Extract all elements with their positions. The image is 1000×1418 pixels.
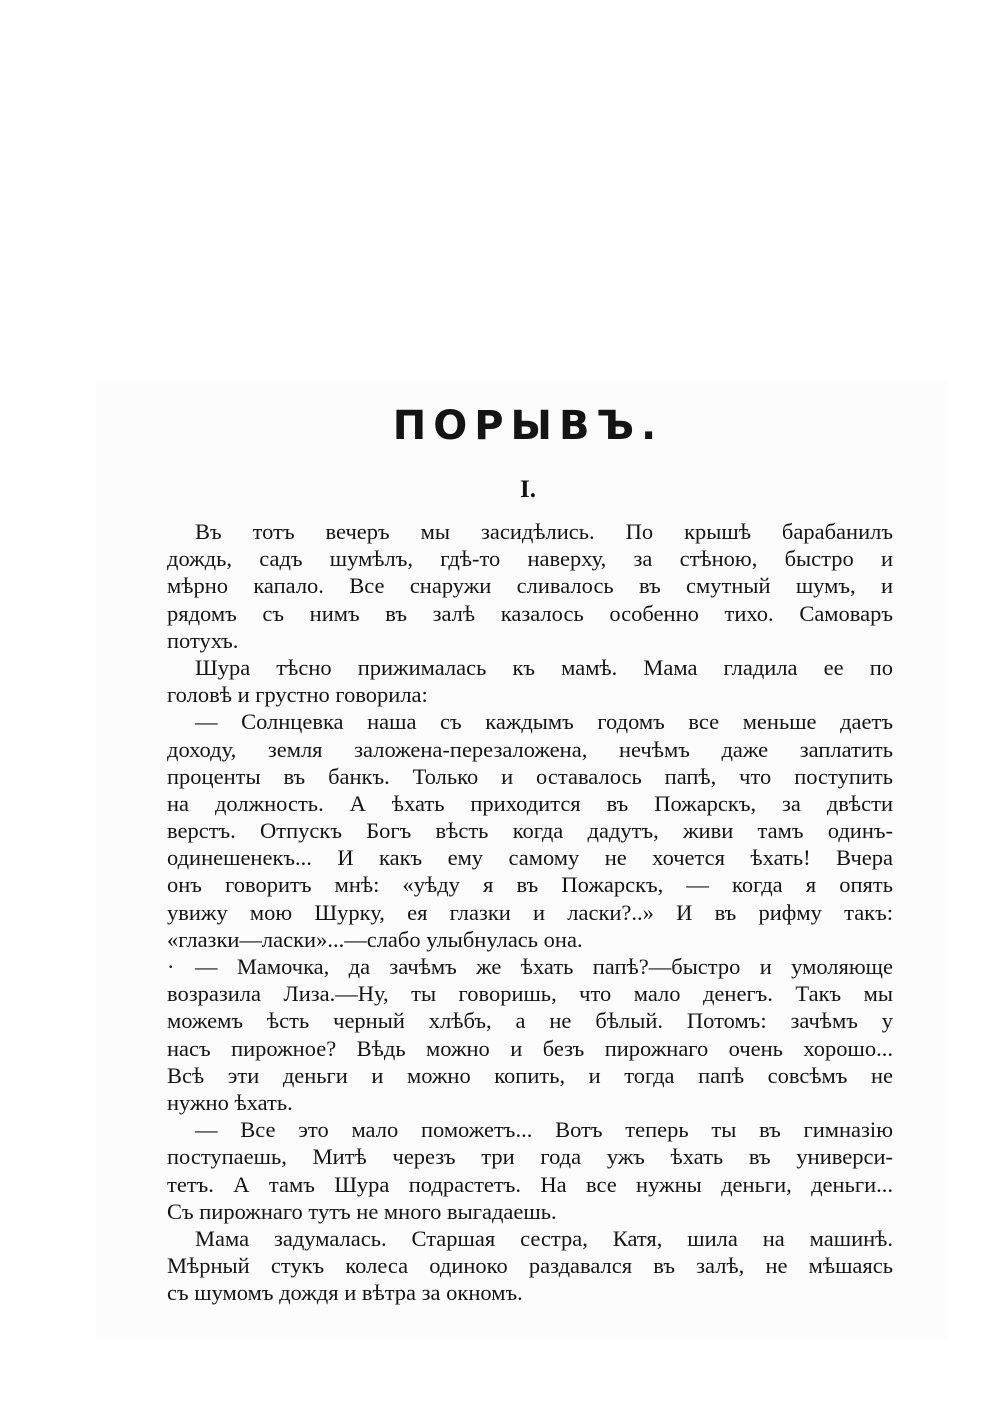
text-line: поступаешь, Митѣ черезъ три года ужъ ѣхать въ универси- <box>167 1144 893 1170</box>
text-line: головѣ и грустно говорила: <box>167 682 428 708</box>
text-line: Въ тотъ вечеръ мы засидѣлись. По крышѣ барабанилъ <box>195 519 893 544</box>
text-line: мѣрно капало. Все снаружи сливалось въ смутный шумъ, и <box>167 573 893 599</box>
text-line: онъ говоритъ мнѣ: «уѣду я въ Пожарскъ, — когда я опять <box>167 872 893 898</box>
text-line: можемъ ѣсть черный хлѣбъ, а не бѣлый. Потомъ: зачѣмъ у <box>167 1008 893 1034</box>
text-line: рядомъ съ нимъ въ залѣ казалось особенно тихо. Самоваръ <box>167 600 893 626</box>
text-line: Съ пирожнаго тутъ не много выгадаешь. <box>167 1198 557 1224</box>
text-line: — Солнцевка наша съ каждымъ годомъ все меньше даетъ <box>195 709 893 735</box>
story-title: ПОРЫВЪ. <box>392 403 664 449</box>
text-line: «глазки—ласки»...—слабо улыбнулась она. <box>167 926 583 952</box>
text-line: тетъ. А тамъ Шура подрастетъ. На все нужны деньги, деньги... <box>167 1171 893 1197</box>
text-line-content: — Мамочка, да зачѣмъ же ѣхать папѣ?—быстро и умоляюще <box>195 954 893 979</box>
text-line: Всѣ эти деньги и можно копить, и тогда папѣ совсѣмъ не <box>167 1062 893 1088</box>
text-line: нужно ѣхать. <box>167 1089 293 1115</box>
text-line: дождь, садъ шумѣлъ, гдѣ-то наверху, за стѣною, быстро и <box>167 546 893 572</box>
text-line: верстъ. Отпускъ Богъ вѣсть когда дадутъ, живи тамъ одинъ- <box>167 818 893 844</box>
text-line: на должность. А ѣхать приходится въ Пожарскъ, за двѣсти <box>167 790 893 816</box>
text-line: насъ пирожное? Вѣдь можно и безъ пирожнаго очень хорошо... <box>167 1035 893 1061</box>
text-line: Мама задумалась. Старшая сестра, Катя, шила на машинѣ. <box>195 1225 893 1251</box>
text-line: Шура тѣсно прижималась къ мамѣ. Мама гладила ее по <box>195 654 893 680</box>
text-line: Мѣрный стукъ колеса одиноко раздавался въ залѣ, не мѣшаясь <box>167 1253 893 1279</box>
story-text <box>167 518 893 1306</box>
chapter-number: I. <box>520 476 536 503</box>
text-line: потухъ. <box>167 627 239 653</box>
text-line: доходу, земля заложена-перезаложена, нечѣмъ даже заплатить <box>167 736 893 762</box>
text-line <box>167 953 893 980</box>
text-line: съ шумомъ дождя и вѣтра за окномъ. <box>167 1280 523 1306</box>
text-line: увижу мою Шурку, ея глазки и ласки?..» И въ рифму такъ: <box>167 899 893 925</box>
text-line: одинешенекъ... И какъ ему самому не хочется ѣхать! Вчера <box>167 845 893 871</box>
margin-mark: · <box>167 954 175 979</box>
text-line: проценты въ банкъ. Только и оставалось папѣ, что поступить <box>167 763 893 789</box>
text-line: возразила Лиза.—Ну, ты говоришь, что мало денегъ. Такъ мы <box>167 981 893 1007</box>
text-line: — Все это мало поможетъ... Вотъ теперь ты въ гимназію <box>195 1117 893 1143</box>
